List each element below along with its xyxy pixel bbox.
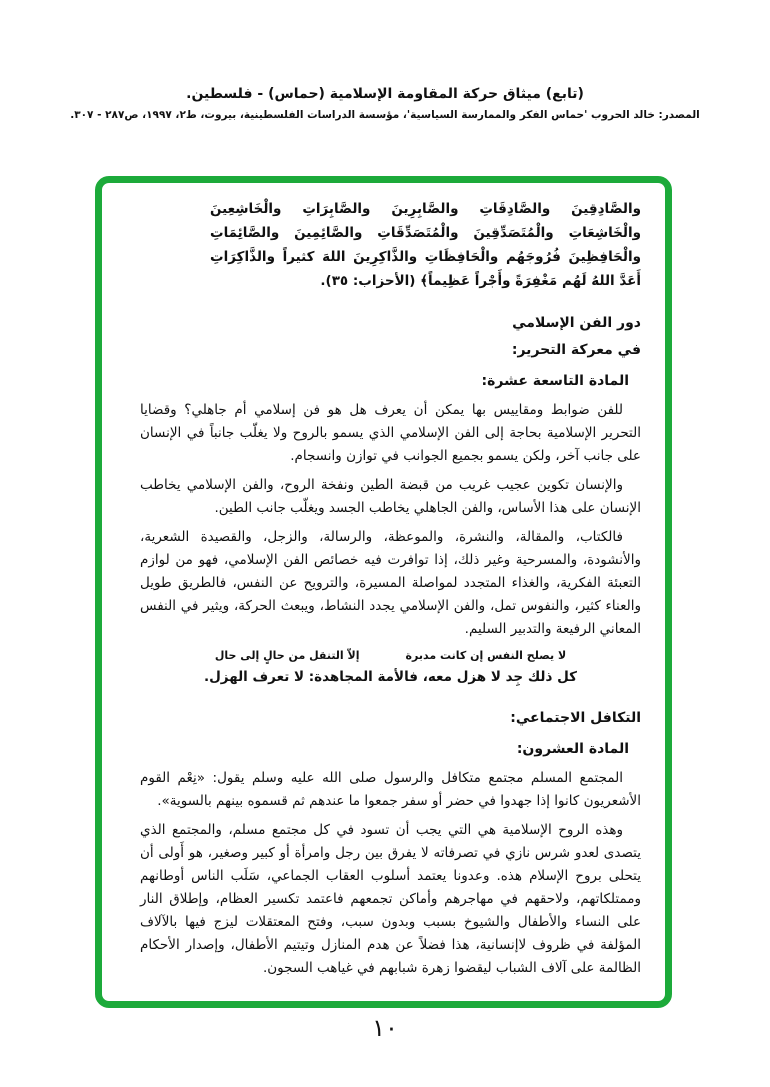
section-heading-takaful: التكافل الاجتماعي: — [510, 710, 641, 726]
article-19-heading: المادة التاسعة عشرة: — [481, 373, 629, 389]
article-19-paragraph-1: للفن ضوابط ومقاييس بها يمكن أن يعرف هل هو فن إسلامي أم جاهلي؟ وقضايا التحرير الإسلامية بحاجة إلى الفن الإسلامي الذي يسمو بالروح ولا يغلّب جانباً في الإنسان على جانب آخر، ولكن يسمو بجميع الجوانب في توازن وانسجام. — [140, 402, 641, 464]
quran-verse: والصَّادِقِينَ والصَّادِقَاتِ والصَّابِرِينَ والصَّابِرَاتِ والْخَاشِعِينَ والْخَاشِعَاتِ والْمُتَصَدِّقِينَ والْمُتَصَدِّقَاتِ والصَّائِمِينَ والصَّائِمَاتِ والْحَافِظِينَ فُرُوجَهُم والْحَافِظَاتِ والذَّاكِرِينَ اللهَ كثيراً والذَّاكِرَاتِ أَعَدَّ اللهُ لَهُم مَغْفِرَةً وأَجْراً عَظِيماً﴾ (الأحزاب: ٣٥). — [210, 201, 641, 289]
document-source-line: المصدر: خالد الحروب 'حماس الفكر والممارسة السياسية'، مؤسسة الدراسات الفلسطينية، بيروت، ط٢، ١٩٩٧، ص٢٨٧ - ٣٠٧. — [70, 109, 700, 121]
poetry-hemistich-left: إلاّ التنقل من حالٍ إلى حال — [214, 649, 360, 662]
document-title: (تابع) ميثاق حركة المقاومة الإسلامية (حماس) - فلسطين. — [186, 86, 584, 102]
article-20-paragraph-2: وهذه الروح الإسلامية هي التي يجب أن تسود في كل مجتمع مسلم، والمجتمع الذي يتصدى لعدو شرس نازي في تصرفاته لا يفرق بين رجل وامرأة أو كبير وصغير، هو أَولى أن يتحلى بروح الإسلام هذه. وعدونا يعتمد أسلوب العقاب الجماعي، سَلَب الناس أوطانهم وممتلكاتهم، ولاحقهم في مهاجرهم وأماكن تجمعهم فاعتمد تكسير العظام، وإطلاق النار على النساء والأطفال والشيوخ بسبب وبدون سبب، وفتح المعتقلات ليزج فيها بالآلاف المؤلفة في ظروف لاإنسانية، هذا فضلاً عن هدم المنازل وتيتيم الأطفال، وإصدار الأحكام الظالمة على آلاف الشباب ليقضوا زهرة شبابهم في غياهب السجون. — [140, 822, 641, 976]
poetry-hemistich-right: لا يصلح النفس إن كانت مدبرة — [405, 649, 567, 662]
section-divider — [308, 1004, 473, 1006]
article-20-heading: المادة العشرون: — [516, 741, 629, 757]
document-header — [0, 86, 770, 121]
article-19-closing-line: كل ذلك جِد لا هزل معه، فالأمة المجاهدة: لا تعرف الهزل. — [203, 669, 578, 685]
highlight-border-frame — [95, 176, 672, 1008]
article-19-paragraph-3: فالكتاب، والمقالة، والنشرة، والموعظة، والرسالة، والزجل، والقصيدة الشعرية، والأنشودة، والمسرحية وغير ذلك، إذا توافرت فيه خصائص الفن الإسلامي، فهو من لوازم التعبئة الفكرية، والغذاء المتجدد لمواصلة المسيرة، والترويح عن النفس، فالطريق طويل والعناء كثير، والنفوس تمل، والفن الإسلامي يجدد النشاط، ويبعث الحركة، ويثير في النفس المعاني الرفيعة والتدبير السليم. — [140, 529, 641, 637]
page-number: ١٠ — [372, 1014, 398, 1042]
section-heading-art-line1: دور الفن الإسلامي — [512, 315, 641, 331]
poetry-verse — [140, 649, 641, 662]
section-heading-art-line2: في معركة التحرير: — [511, 342, 641, 358]
article-20-paragraph-1: المجتمع المسلم مجتمع متكافل والرسول صلى الله عليه وسلم يقول: «نِعْم القوم الأشعريون كانوا إذا جهدوا في حضر أو سفر جمعوا ما عندهم ثم قسموه بينهم بالسوية». — [140, 770, 641, 809]
article-19-paragraph-2: والإنسان تكوين عجيب غريب من قبضة الطين ونفخة الروح، والفن الإسلامي يخاطب الإنسان على هذا الأساس، والفن الجاهلي يخاطب الجسد ويغلّب جانب الطين. — [140, 477, 641, 516]
